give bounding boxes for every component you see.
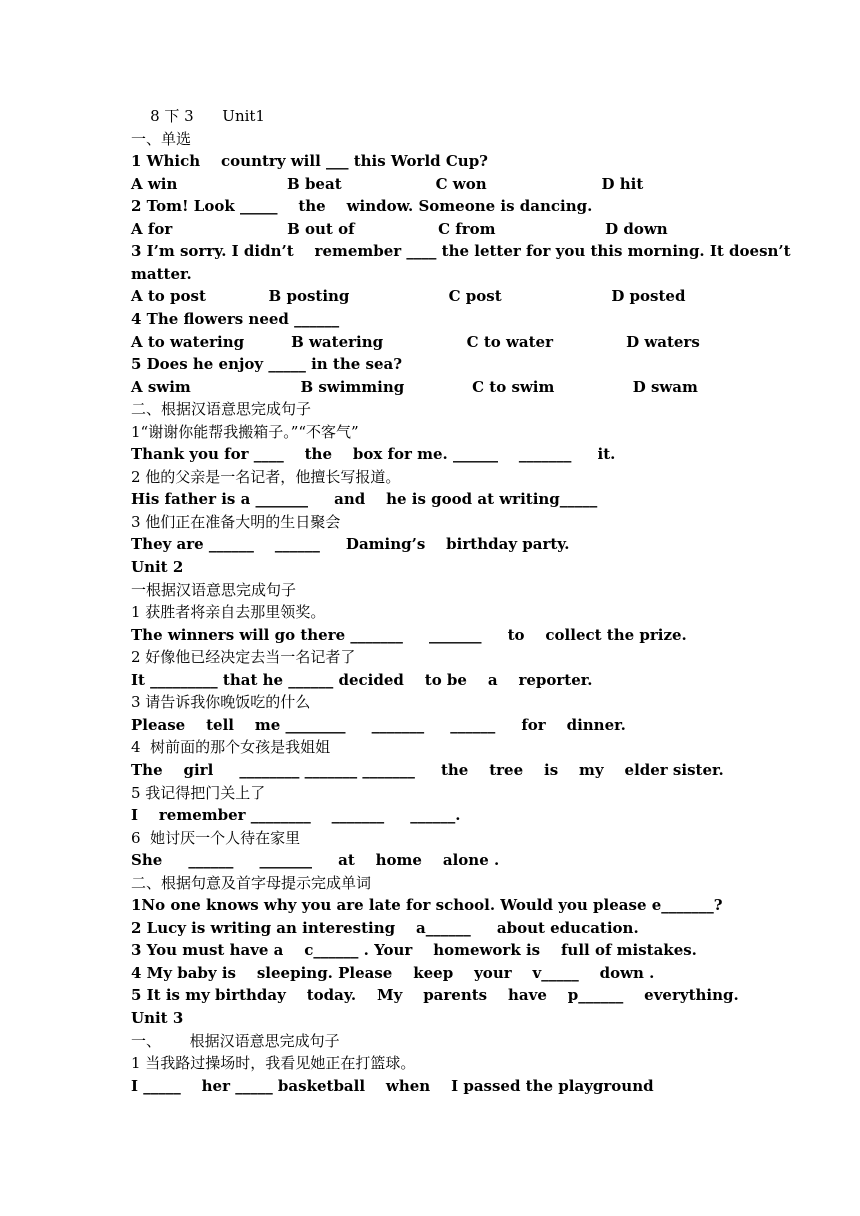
text-line: I _____ her _____ basketball when I passed the playground (131, 1076, 654, 1095)
text-line: 4 树前面的那个女孩是我姐姐 (131, 738, 331, 757)
text-line: A win B beat C won D hit (131, 174, 644, 193)
text-line: 二、根据句意及首字母提示完成单词 (131, 873, 372, 892)
text-line: 5 我记得把门关上了 (131, 783, 266, 802)
text-line: 2 他的父亲是一名记者，他擅长写报道。 (131, 467, 401, 486)
text-line: 2 Lucy is writing an interesting a______ about education. (131, 918, 639, 937)
text-line: 2 Tom! Look _____ the window. Someone is dancing. (131, 197, 593, 216)
text-line: 3 You must have a c______ . Your homework is full of mistakes. (131, 941, 697, 960)
text-line: 5 It is my birthday today. My parents have p______ everything. (131, 986, 739, 1005)
text-line: 6 她讨厌一个人待在家里 (131, 828, 301, 847)
text-line: A swim B swimming C to swim D swam (131, 377, 698, 396)
text-line: 1 Which country will ___ this World Cup? (131, 152, 488, 171)
text-line: 5 Does he enjoy _____ in the sea? (131, 355, 403, 374)
text-line: They are ______ ______ Daming’s birthday party. (131, 535, 570, 554)
text-line: A to watering B watering C to water D waters (131, 332, 700, 351)
text-line: I remember ________ _______ ______. (131, 806, 461, 825)
text-line: 2 好像他已经决定去当一名记者了 (131, 648, 356, 667)
text-line: His father is a _______ and he is good at writing_____ (131, 490, 598, 509)
text-line: 1 当我路过操场时，我看见她正在打篮球。 (131, 1054, 416, 1073)
text-line: 8 下 3 Unit1 (131, 107, 265, 125)
text-line: 一、单选 (131, 129, 192, 148)
text-line: 3 他们正在准备大明的生日聚会 (131, 512, 341, 531)
text-line: Thank you for ____ the box for me. ______ _______ it. (131, 445, 616, 464)
text-line: 3 请告诉我你晚饭吃的什么 (131, 693, 311, 712)
text-line: A to post B posting C post D posted (131, 287, 686, 306)
text-line: A for B out of C from D down (131, 219, 668, 238)
text-line: 1 获胜者将亲自去那里领奖。 (131, 603, 326, 622)
text-line: 3 I’m sorry. I didn’t remember ____ the letter for you this morning. It doesn’t (131, 242, 791, 261)
text-line: She ______ _______ at home alone . (131, 851, 500, 870)
text-line: Unit 3 (131, 1009, 184, 1027)
text-line: 4 The flowers need ______ (131, 309, 340, 328)
text-line: 4 My baby is sleeping. Please keep your v_____ down . (131, 963, 655, 982)
text-line: The winners will go there _______ _______ to collect the prize. (131, 625, 687, 644)
text-line: The girl ________ _______ _______ the tree is my elder sister. (131, 760, 724, 779)
text-line: Unit 2 (131, 558, 184, 576)
text-line: It _________ that he ______ decided to be a reporter. (131, 670, 593, 689)
text-line: 1No one knows why you are late for school. Would you please e_______? (131, 896, 723, 915)
text-line: 一、 根据汉语意思完成句子 (131, 1031, 340, 1050)
text-line: matter. (131, 264, 192, 283)
text-line: 一根据汉语意思完成句子 (131, 580, 297, 599)
text-line: 1“谢谢你能帮我搬箱子。”“不客气” (131, 422, 359, 441)
text-line: Please tell me ________ _______ ______ for dinner. (131, 715, 626, 734)
text-line: 二、根据汉语意思完成句子 (131, 400, 312, 419)
